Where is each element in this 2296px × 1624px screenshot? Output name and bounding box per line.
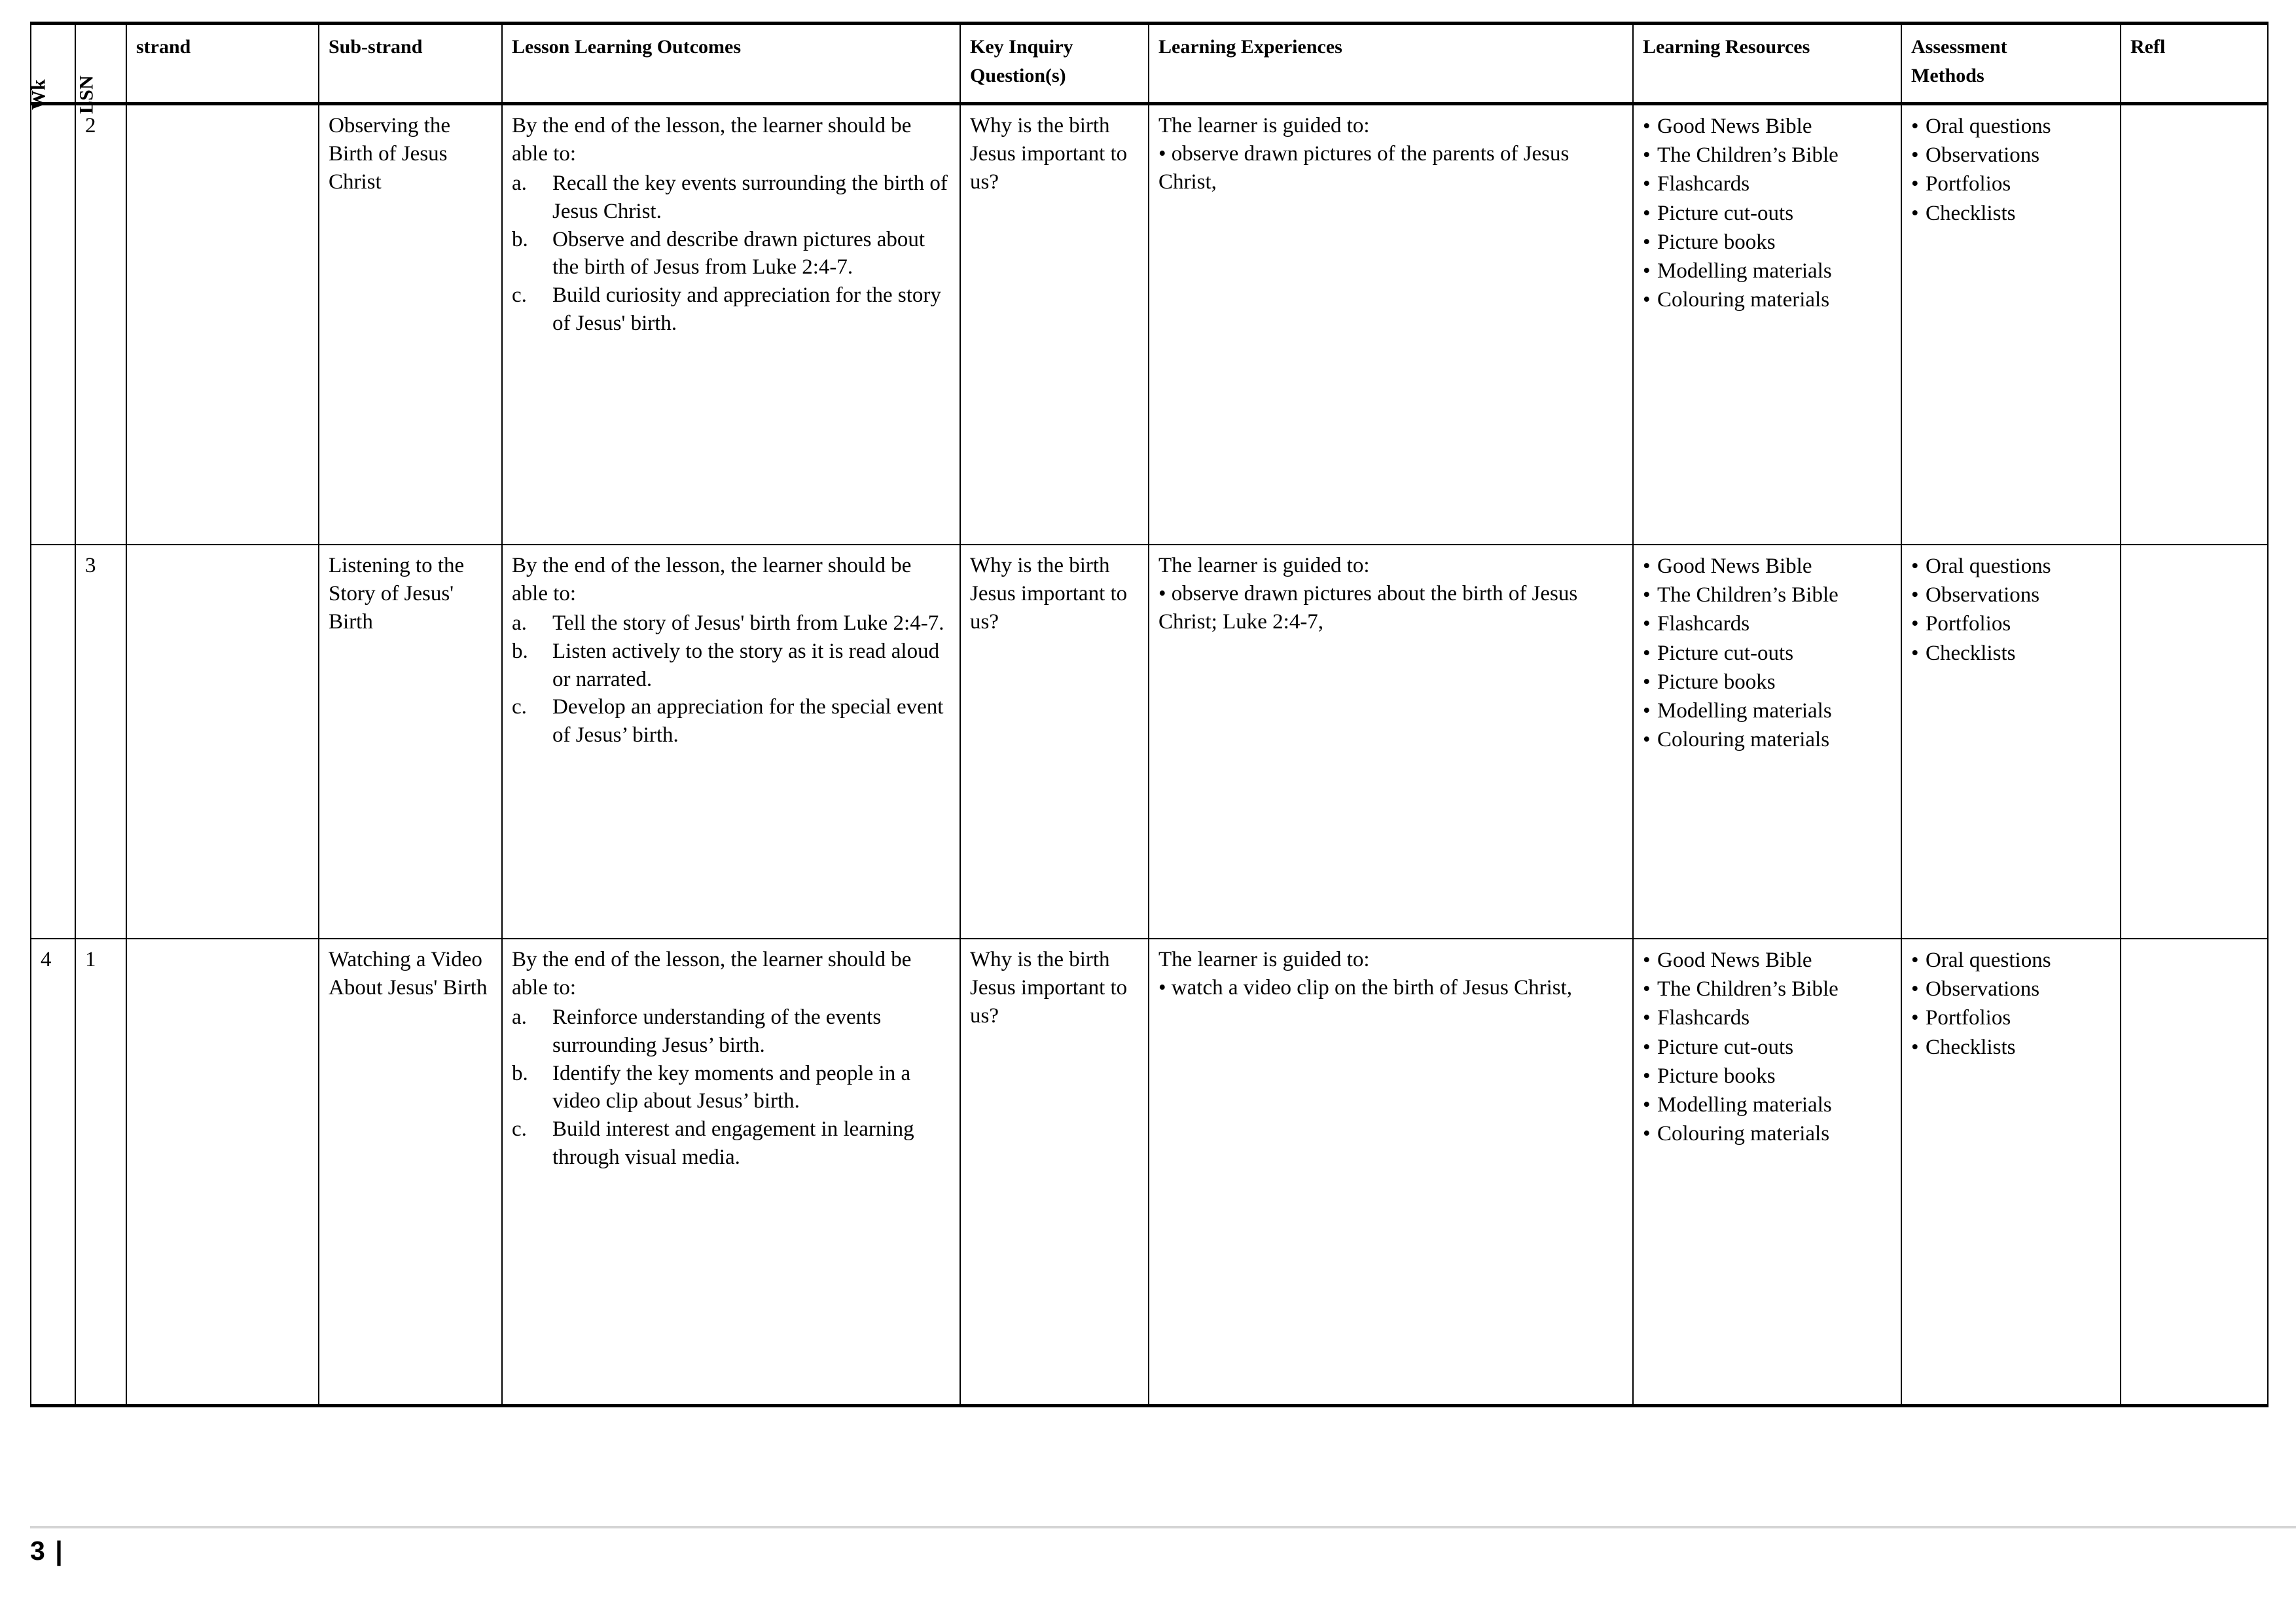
assessment-method-item [1911,609,2112,638]
learning-outcome-marker: c. [512,1117,527,1142]
column-header-week [27,24,75,110]
learning-resource-item [1643,581,1893,609]
learning-resources-list [1643,112,1893,315]
assessment-method-item [1911,1003,2112,1032]
learning-resource-text: Picture books [1657,230,1776,254]
assessment-method-item [1911,170,2112,198]
column-header-assessment-line1: Assessment [1911,36,2007,58]
learning-resources-list [1643,552,1893,755]
learning-outcome-item [512,609,952,638]
assessment-method-text: Checklists [1926,201,2016,225]
assessment-method-item [1911,1033,2112,1062]
assessment-method-text: Observations [1926,583,2040,607]
column-header-reflection-label: Refl [2130,36,2166,58]
bullet-icon: • [1643,1122,1651,1146]
cell-reflection[interactable] [2121,104,2268,545]
column-header-assessment-methods [1901,24,2121,104]
column-header-sub-strand-label: Sub-strand [329,36,423,58]
bullet-icon: • [1643,728,1651,752]
bullet-icon: • [1643,977,1651,1001]
assessment-methods-list [1911,946,2112,1062]
learning-resource-text: Modelling materials [1657,699,1832,723]
learning-resource-text: Colouring materials [1657,288,1830,312]
assessment-method-item [1911,946,2112,975]
cell-week: 4 [31,939,75,1406]
learning-resource-text: Picture books [1657,670,1776,694]
learning-outcome-list [512,1003,952,1172]
column-header-strand-label: strand [136,36,191,58]
column-header-lesson-label: LSN [75,75,98,114]
cell-learning-resources [1633,104,1901,545]
assessment-method-text: Checklists [1926,641,2016,665]
bullet-icon: • [1911,1006,1919,1030]
learning-resource-text: Flashcards [1657,612,1750,636]
bullet-icon: • [1911,977,1919,1001]
cell-learning-resources [1633,939,1901,1406]
bullet-icon: • [1643,554,1651,578]
learning-resource-item [1643,1091,1893,1119]
learning-resource-item [1643,639,1893,668]
column-header-key-inquiry-line2: Question(s) [970,64,1066,86]
assessment-method-text: Observations [1926,143,2040,168]
learning-resource-text: Picture books [1657,1064,1776,1088]
cell-assessment-methods [1901,545,2121,939]
learning-outcome-text: Recall the key events surrounding the birth of Jesus Christ. [552,171,948,223]
assessment-method-text: Observations [1926,977,2040,1001]
learning-resource-item [1643,552,1893,581]
learning-outcome-list [512,170,952,338]
table-row [31,545,2268,939]
cell-assessment-methods [1901,104,2121,545]
learning-experience-item: • observe drawn pictures of the parents of Jesus Christ, [1158,141,1570,194]
bullet-icon: • [1643,1064,1651,1088]
assessment-method-item [1911,639,2112,668]
learning-resource-text: The Children’s Bible [1657,583,1839,607]
learning-resource-text: Colouring materials [1657,728,1830,752]
learning-resource-item [1643,1003,1893,1032]
scheme-of-work-table [27,22,2269,1407]
cell-lesson-number: 3 [75,545,126,939]
learning-outcome-item [512,1003,952,1060]
learning-outcome-text: Tell the story of Jesus' birth from Luke 2:4-7. [552,611,944,635]
bullet-icon: • [1643,1093,1651,1117]
column-header-strand [126,24,319,104]
cell-strand [126,939,319,1406]
learning-outcome-lead-in: By the end of the lesson, the learner should be able to: [512,554,912,605]
bullet-icon: • [1643,699,1651,723]
bullet-icon: • [1643,583,1651,607]
learning-resource-text: Picture cut-outs [1657,641,1794,665]
bullet-icon: • [1911,612,1919,636]
learning-outcome-text: Observe and describe drawn pictures about the birth of Jesus from Luke 2:4-7. [552,227,925,280]
column-header-reflection [2121,24,2268,104]
bullet-icon: • [1643,143,1651,168]
learning-resource-item [1643,228,1893,257]
bullet-icon: • [1643,201,1651,225]
learning-experience-lead-in: The learner is guided to: [1158,554,1370,577]
cell-key-inquiry-question: Why is the birth Jesus important to us? [960,939,1149,1406]
column-header-assessment-line2: Methods [1911,64,1984,86]
column-header-sub-strand [319,24,502,104]
learning-resource-item [1643,1062,1893,1091]
learning-outcome-text: Reinforce understanding of the events surrounding Jesus’ birth. [552,1005,882,1057]
cell-learning-experiences [1149,939,1633,1406]
learning-resource-text: Modelling materials [1657,259,1832,283]
column-header-learning-resources-label: Learning Resources [1643,36,1810,58]
bullet-icon: • [1911,115,1919,138]
column-header-key-inquiry-line1: Key Inquiry [970,36,1073,58]
bullet-icon: • [1643,641,1651,665]
bullet-icon: • [1643,1035,1651,1059]
bullet-icon: • [1911,641,1919,665]
assessment-method-text: Oral questions [1926,115,2051,138]
learning-resource-text: Flashcards [1657,172,1750,196]
cell-assessment-methods [1901,939,2121,1406]
bullet-icon: • [1643,230,1651,254]
learning-resource-text: The Children’s Bible [1657,143,1839,168]
assessment-methods-list [1911,552,2112,668]
learning-outcome-text: Build interest and engagement in learning through visual media. [552,1117,914,1170]
cell-lesson-learning-outcomes [502,104,960,545]
assessment-method-item [1911,112,2112,141]
cell-learning-experiences [1149,545,1633,939]
learning-resource-item [1643,725,1893,754]
learning-outcome-item [512,226,952,282]
bullet-icon: • [1643,115,1651,138]
assessment-method-item [1911,141,2112,170]
bullet-icon: • [1643,172,1651,196]
learning-outcome-marker: b. [512,227,528,251]
column-header-week-label: Wk [27,79,50,110]
learning-outcome-marker: a. [512,171,527,195]
column-header-learning-experiences [1149,24,1633,104]
cell-week [31,545,75,939]
learning-outcome-item [512,170,952,226]
learning-outcome-marker: a. [512,1005,527,1029]
table-header [27,24,2268,114]
bullet-icon: • [1643,1006,1651,1030]
assessment-method-item [1911,975,2112,1003]
learning-resource-item [1643,696,1893,725]
cell-lesson-learning-outcomes [502,939,960,1406]
learning-resource-item [1643,946,1893,975]
cell-key-inquiry-question: Why is the birth Jesus important to us? [960,545,1149,939]
learning-outcome-item [512,281,952,338]
bullet-icon: • [1911,554,1919,578]
cell-lesson-number: 2 [75,104,126,545]
bullet-icon: • [1911,1035,1919,1059]
learning-resource-item [1643,609,1893,638]
bullet-icon: • [1643,670,1651,694]
learning-resource-text: Modelling materials [1657,1093,1832,1117]
learning-resource-item [1643,141,1893,170]
cell-reflection[interactable] [2121,545,2268,939]
learning-resource-text: Flashcards [1657,1006,1750,1030]
column-header-key-inquiry-questions [960,24,1149,104]
learning-outcome-item [512,638,952,694]
assessment-method-text: Portfolios [1926,612,2011,636]
cell-sub-strand: Watching a Video About Jesus' Birth [319,939,502,1406]
learning-resource-item [1643,285,1893,314]
cell-key-inquiry-question: Why is the birth Jesus important to us? [960,104,1149,545]
learning-resource-text: Good News Bible [1657,554,1812,578]
cell-reflection[interactable] [2121,939,2268,1406]
bullet-icon: • [1911,948,1919,972]
assessment-method-text: Oral questions [1926,948,2051,972]
learning-outcome-text: Build curiosity and appreciation for the story of Jesus' birth. [552,283,941,336]
learning-outcome-marker: b. [512,639,528,663]
learning-experience-item: • watch a video clip on the birth of Jesus Christ, [1158,975,1573,1000]
cell-sub-strand: Listening to the Story of Jesus' Birth [319,545,502,939]
bullet-icon: • [1911,583,1919,607]
learning-experience-lead-in: The learner is guided to: [1158,114,1370,137]
footer-divider [30,1526,2296,1528]
assessment-method-item [1911,581,2112,609]
learning-resource-item [1643,1033,1893,1062]
assessment-method-item [1911,552,2112,581]
cell-strand [126,104,319,545]
cell-lesson-learning-outcomes [502,545,960,939]
table-header-row [31,24,2268,104]
learning-outcome-marker: c. [512,283,527,308]
learning-outcome-item [512,1115,952,1172]
learning-resource-item [1643,975,1893,1003]
learning-resource-text: Colouring materials [1657,1122,1830,1146]
column-header-lesson-learning-outcomes [502,24,960,104]
column-header-lesson-learning-outcomes-label: Lesson Learning Outcomes [512,36,742,58]
assessment-method-text: Oral questions [1926,554,2051,578]
learning-outcome-marker: b. [512,1061,528,1085]
learning-outcome-text: Develop an appreciation for the special event of Jesus’ birth. [552,695,944,748]
learning-outcome-lead-in: By the end of the lesson, the learner should be able to: [512,114,912,166]
page-number: 3 | [30,1536,64,1566]
assessment-method-text: Checklists [1926,1035,2016,1059]
bullet-icon: • [1643,259,1651,283]
assessment-method-text: Portfolios [1926,172,2011,196]
learning-resource-text: Good News Bible [1657,115,1812,138]
learning-experience-lead-in: The learner is guided to: [1158,948,1370,971]
cell-learning-resources [1633,545,1901,939]
learning-experience-item: • observe drawn pictures about the birth of Jesus Christ; Luke 2:4-7, [1158,581,1578,634]
learning-resource-text: Good News Bible [1657,948,1812,972]
bullet-icon: • [1911,201,1919,225]
cell-sub-strand: Observing the Birth of Jesus Christ [319,104,502,545]
learning-outcome-list [512,609,952,749]
cell-learning-experiences [1149,104,1633,545]
assessment-methods-list [1911,112,2112,228]
cell-week [31,104,75,545]
learning-resource-item [1643,112,1893,141]
table-body [31,104,2268,1406]
cell-strand [126,545,319,939]
learning-outcome-text: Identify the key moments and people in a video clip about Jesus’ birth. [552,1061,911,1113]
learning-resource-text: The Children’s Bible [1657,977,1839,1001]
assessment-method-item [1911,199,2112,228]
bullet-icon: • [1643,288,1651,312]
learning-resource-text: Picture cut-outs [1657,1035,1794,1059]
table-row [31,939,2268,1406]
bullet-icon: • [1911,172,1919,196]
learning-outcome-item [512,1060,952,1116]
learning-outcome-text: Listen actively to the story as it is read aloud or narrated. [552,639,940,691]
learning-resources-list [1643,946,1893,1149]
assessment-method-text: Portfolios [1926,1006,2011,1030]
column-header-lesson [75,24,126,114]
learning-resource-item [1643,199,1893,228]
learning-outcome-item [512,693,952,749]
cell-lesson-number: 1 [75,939,126,1406]
learning-outcome-marker: a. [512,611,527,635]
learning-resource-item [1643,668,1893,696]
column-header-learning-experiences-label: Learning Experiences [1158,36,1342,58]
learning-resource-item [1643,1119,1893,1148]
learning-resource-text: Picture cut-outs [1657,201,1794,225]
bullet-icon: • [1643,948,1651,972]
learning-resource-item [1643,170,1893,198]
table-row [31,104,2268,545]
learning-outcome-lead-in: By the end of the lesson, the learner should be able to: [512,948,912,1000]
column-header-learning-resources [1633,24,1901,104]
learning-resource-item [1643,257,1893,285]
learning-outcome-marker: c. [512,695,527,719]
bullet-icon: • [1643,612,1651,636]
bullet-icon: • [1911,143,1919,168]
